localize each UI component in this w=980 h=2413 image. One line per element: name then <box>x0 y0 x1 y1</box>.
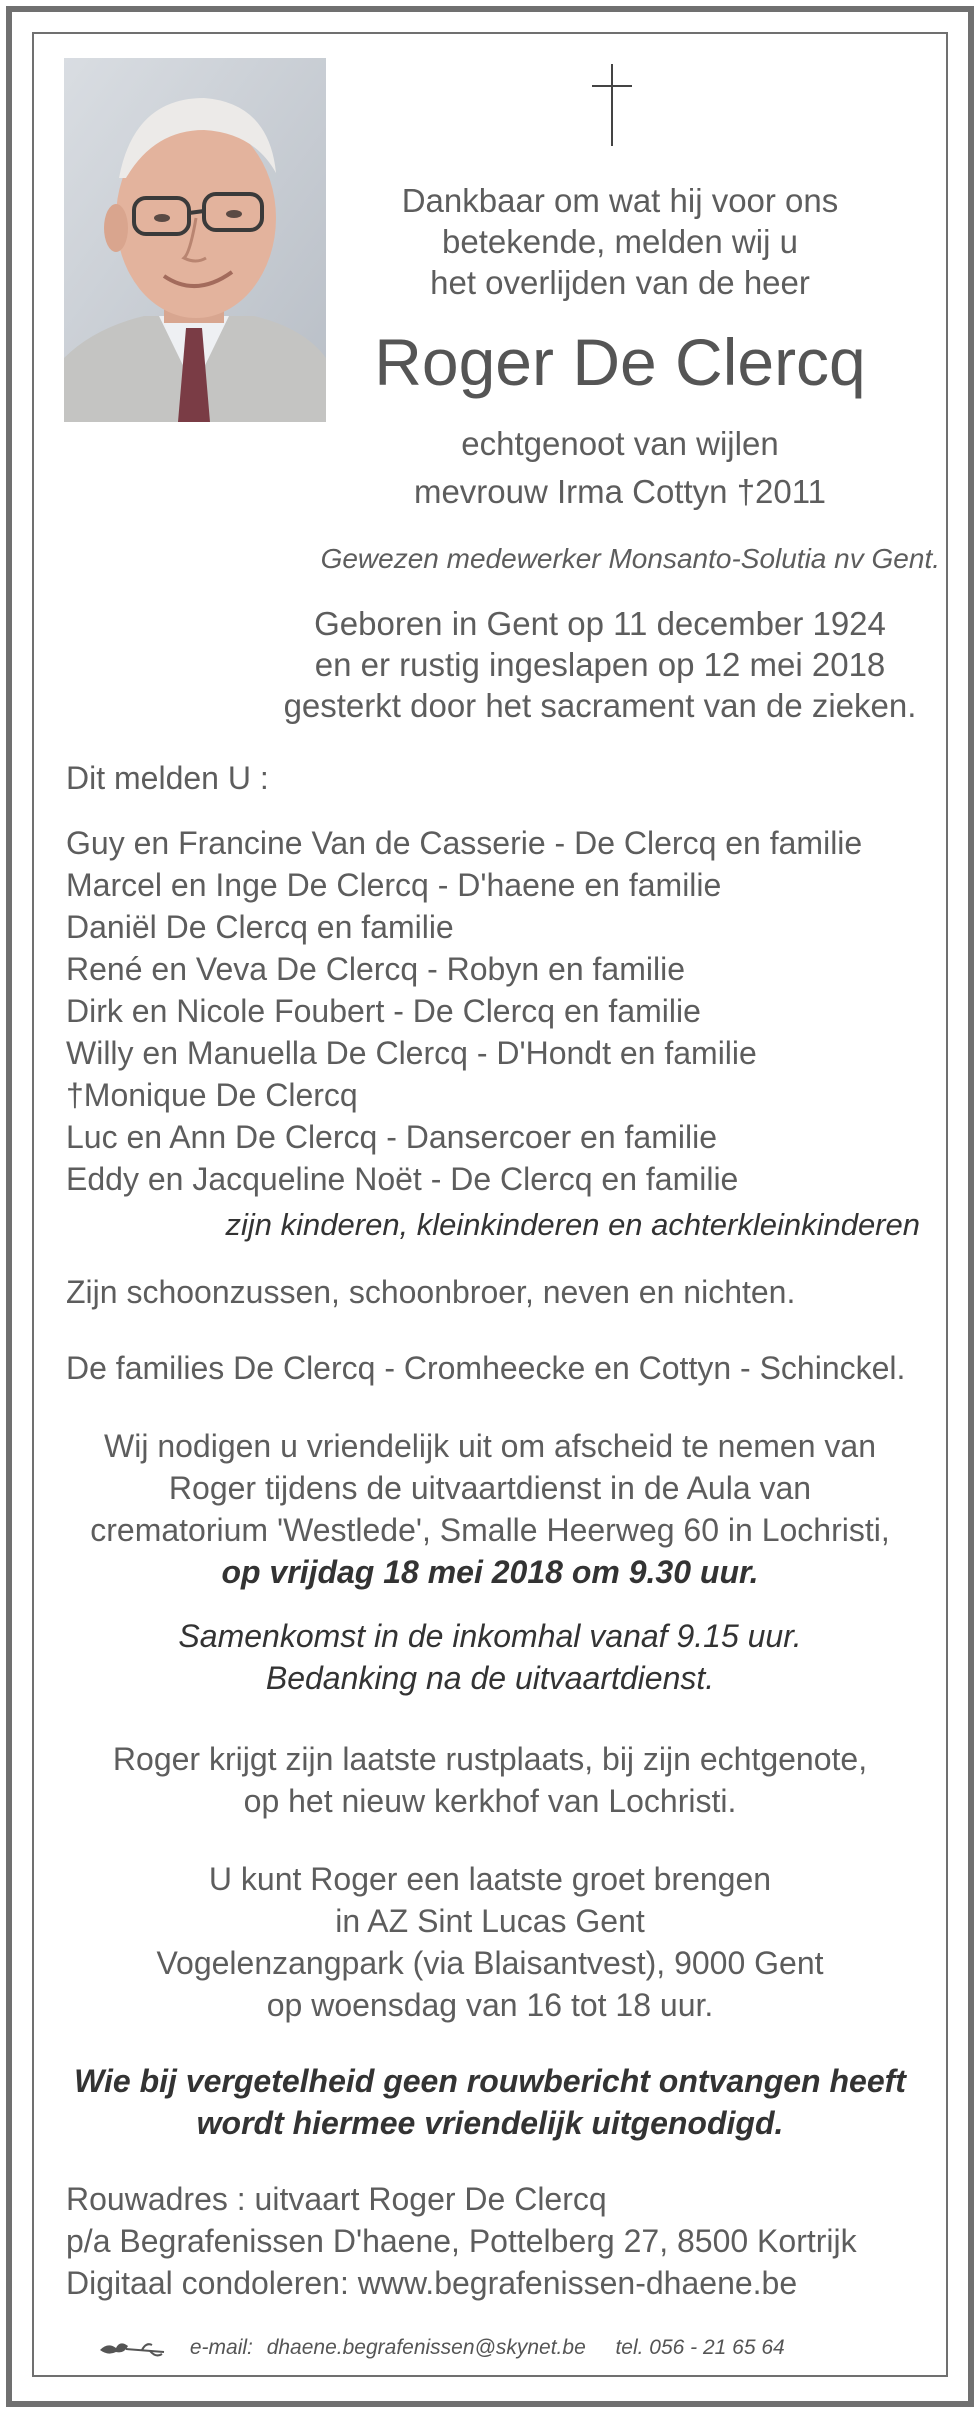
condolence-link[interactable]: Digitaal condoleren: www.begrafenissen-dhaene.be <box>66 2265 798 2301</box>
family-member: Willy en Manuella De Clercq - D'Hondt en familie <box>66 1035 757 1071</box>
gather-line: Samenkomst in de inkomhal vanaf 9.15 uur. <box>178 1618 802 1654</box>
gather-line: Bedanking na de uitvaartdienst. <box>265 1660 715 1696</box>
family-member: René en Veva De Clercq - Robyn en familie <box>66 951 685 987</box>
notice-text <box>40 2060 940 2144</box>
born-line: gesterkt door het sacrament van de zieken. <box>283 687 917 724</box>
contact-footer <box>98 2330 918 2366</box>
family-member: Marcel en Inge De Clercq - D'haene en familie <box>66 867 722 903</box>
email-label: e-mail: <box>189 2336 253 2359</box>
spouse-line: mevrouw Irma Cottyn †2011 <box>413 473 827 510</box>
job-text: Gewezen medewerker Monsanto-Solutia nv Gent. <box>320 543 940 574</box>
visit-line: op woensdag van 16 tot 18 uur. <box>266 1987 714 2023</box>
children-caption: zijn kinderen, kleinkinderen en achterkleinkinderen <box>225 1207 920 1242</box>
birth-death-text <box>260 603 940 726</box>
family-member: Eddy en Jacqueline Noët - De Clercq en familie <box>66 1161 739 1197</box>
phone-number: tel. 056 - 21 65 64 <box>615 2336 785 2359</box>
invite-line: Wij nodigen u vriendelijk uit om afscheid te nemen van <box>104 1428 876 1464</box>
address-line: p/a Begrafenissen D'haene, Pottelberg 27, 8500 Kortrijk <box>66 2223 857 2259</box>
families-text: De families De Clercq - Cromheecke en Cottyn - Schinckel. <box>66 1350 906 1386</box>
rest-line: Roger krijgt zijn laatste rustplaats, bij zijn echtgenote, <box>112 1741 868 1777</box>
email-link[interactable]: dhaene.begrafenissen@skynet.be <box>266 2336 586 2359</box>
intro-text <box>340 180 900 303</box>
invite-line: crematorium 'Westlede', Smalle Heerweg 60 in Lochristi, <box>90 1512 890 1548</box>
resting-place-text <box>40 1738 940 1822</box>
family-member: †Monique De Clercq <box>66 1077 358 1113</box>
portrait-photo <box>64 58 326 422</box>
deceased-name: Roger De Clercq <box>374 325 866 399</box>
rose-icon <box>98 2336 168 2360</box>
spouse-line: echtgenoot van wijlen <box>461 425 779 462</box>
address-block <box>66 2178 946 2304</box>
family-member: Daniël De Clercq en familie <box>66 909 454 945</box>
invitation-text <box>40 1425 940 1593</box>
family-member: Guy en Francine Van de Casserie - De Clercq en familie <box>66 825 863 861</box>
funeral-date: op vrijdag 18 mei 2018 om 9.30 uur. <box>221 1554 759 1590</box>
spouse-text <box>340 420 900 516</box>
family-list <box>66 822 926 1200</box>
cross-icon <box>590 62 634 148</box>
intro-line: het overlijden van de heer <box>430 264 810 301</box>
inlaws-text: Zijn schoonzussen, schoonbroer, neven en nichten. <box>66 1274 796 1310</box>
family-member: Luc en Ann De Clercq - Dansercoer en familie <box>66 1119 717 1155</box>
visitation-text <box>40 1858 940 2026</box>
intro-line: Dankbaar om wat hij voor ons <box>401 182 839 219</box>
family-member: Dirk en Nicole Foubert - De Clercq en familie <box>66 993 701 1029</box>
born-line: Geboren in Gent op 11 december 1924 <box>314 605 886 642</box>
address-line: Rouwadres : uitvaart Roger De Clercq <box>66 2181 607 2217</box>
born-line: en er rustig ingeslapen op 12 mei 2018 <box>314 646 886 683</box>
note-line: wordt hiermee vriendelijk uitgenodigd. <box>196 2105 784 2141</box>
invite-line: Roger tijdens de uitvaartdienst in de Aula van <box>168 1470 812 1506</box>
announce-heading: Dit melden U : <box>66 760 269 796</box>
portrait-image <box>64 58 326 422</box>
rest-line: op het nieuw kerkhof van Lochristi. <box>243 1783 737 1819</box>
note-line: Wie bij vergetelheid geen rouwbericht ontvangen heeft <box>74 2063 906 2099</box>
visit-line: Vogelenzangpark (via Blaisantvest), 9000 Gent <box>156 1945 824 1981</box>
visit-line: in AZ Sint Lucas Gent <box>335 1903 645 1939</box>
intro-line: betekende, melden wij u <box>442 223 798 260</box>
visit-line: U kunt Roger een laatste groet brengen <box>208 1861 772 1897</box>
gathering-text <box>40 1615 940 1699</box>
